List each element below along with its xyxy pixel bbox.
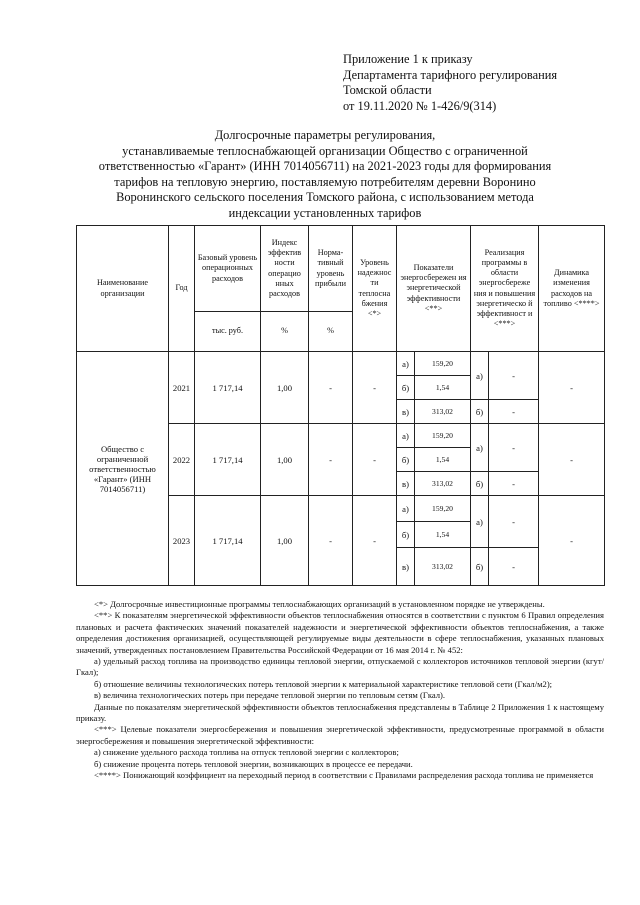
header-index: Индекс эффектив ности операцио нных расходов — [261, 226, 309, 312]
year-cell: 2023 — [169, 496, 195, 586]
regulation-parameters-table — [76, 225, 605, 586]
title-line: Долгосрочные параметры регулирования, — [214, 128, 436, 142]
program-value: - — [489, 400, 539, 424]
energy-value: 313,02 — [415, 548, 471, 586]
header-line: от 19.11.2020 № 1-426/9(314) — [343, 98, 497, 113]
header-year: Год — [169, 226, 195, 352]
header-program: Реализация программы в области энергосбереже ния и повышения энергетическо й эффективност и <***> — [471, 226, 539, 352]
footnotes — [76, 599, 604, 782]
footnote-4: <****> Понижающий коэффициент на переходный период в соответствии с Правилами распределения расхода топлива не применяется — [94, 770, 594, 781]
energy-value: 313,02 — [415, 472, 471, 496]
title-line: устанавливаемые теплоснабжающей организации Общество с ограниченной — [122, 143, 528, 158]
index-cell: 1,00 — [261, 424, 309, 496]
header-energy: Показатели энергосбережен ия энергетической эффективности <**> — [397, 226, 471, 352]
title-line: ответственностью «Гарант» (ИНН 7014056711) на 2021-2023 годы для формирования — [98, 159, 552, 174]
header-dynamics: Динамика изменения расходов на топливо <****> — [539, 226, 605, 352]
footnote-2-data: Данные по показателям энергетической эффективности объектов теплоснабжения представлены в Таблице 2 Приложения 1 к настоящему приказу. — [76, 701, 604, 724]
reliability-cell: - — [353, 496, 397, 586]
title-line: тарифов на тепловую энергию, поставляемую потребителям деревни Воронино — [114, 174, 536, 189]
energy-value: 1,54 — [415, 376, 471, 400]
document-title — [80, 128, 570, 222]
energy-value: 1,54 — [415, 448, 471, 472]
program-value: - — [489, 352, 539, 400]
energy-label: в) — [397, 548, 415, 586]
reliability-cell: - — [353, 352, 397, 424]
footnote-3b: б) снижение процента потерь тепловой энергии, возникающих в процессе ее передачи. — [94, 758, 413, 769]
reliability-cell: - — [353, 424, 397, 496]
title-line: индексации установленных тарифов — [228, 205, 422, 220]
header-profit: Норма- тивный уровень прибыли — [309, 226, 353, 312]
energy-label: а) — [397, 352, 415, 376]
program-value: - — [489, 424, 539, 472]
energy-value: 159,20 — [415, 496, 471, 522]
footnote-2c: в) величина технологических потерь при передаче тепловой энергии по тепловым сетям (Гкал). — [94, 690, 446, 701]
dynamics-cell: - — [539, 496, 605, 586]
profit-cell: - — [309, 496, 353, 586]
year-cell: 2021 — [169, 352, 195, 424]
program-label: б) — [471, 472, 489, 496]
header-base: Базовый уровень операционных расходов — [195, 226, 261, 312]
index-cell: 1,00 — [261, 496, 309, 586]
program-label: б) — [471, 548, 489, 586]
base-cell: 1 717,14 — [195, 424, 261, 496]
unit-profit: % — [309, 312, 353, 352]
unit-index: % — [261, 312, 309, 352]
footnote-2a: а) удельный расход топлива на производство единицы тепловой энергии, отпускаемой с коллекторов источников тепловой энергии (кгут/Гкал); — [76, 656, 604, 678]
footnote-2: <**> К показателям энергетической эффективности объектов теплоснабжения относятся в соответствии с пунктом 6 Правил определения плановых и расчета фактических значений показателей надежности и энергетической эффективности объектов теплоснабжения, а также определения достижения организацией, осуществляющей регулируемые виды деятельности в сфере теплоснабжения, указанных плановых значений, утвержденных постановлением Правительства Российской Федерации от 16 мая 2014 г. № 452: — [76, 610, 604, 655]
base-cell: 1 717,14 — [195, 352, 261, 424]
footnote-3: <***> Целевые показатели энергосбережения и повышения энергетической эффективности, предусмотренные программой в области энергосбережения и повышения энергетической эффективности: — [76, 724, 604, 746]
dynamics-cell: - — [539, 424, 605, 496]
header-line: Департамента тарифного регулирования — [343, 67, 558, 82]
header-org: Наименование организации — [77, 226, 169, 352]
program-value: - — [489, 548, 539, 586]
program-value: - — [489, 496, 539, 548]
program-value: - — [489, 472, 539, 496]
footnote-2b: б) отношение величины технологических потерь тепловой энергии к материальной характеристике тепловой сети (Гкал/м2); — [94, 678, 553, 689]
program-label: а) — [471, 424, 489, 472]
header-reliability: Уровень надежнос ти теплосна бжения <*> — [353, 226, 397, 352]
footnote-1: <*> Долгосрочные инвестиционные программы теплоснабжающих организаций в установленном порядке не утверждены. — [94, 599, 545, 609]
energy-label: б) — [397, 376, 415, 400]
title-line: Воронинского сельского поселения Томского района, с использованием метода — [116, 190, 534, 205]
energy-value: 159,20 — [415, 424, 471, 448]
energy-value: 1,54 — [415, 522, 471, 548]
year-cell: 2022 — [169, 424, 195, 496]
energy-value: 159,20 — [415, 352, 471, 376]
energy-label: а) — [397, 424, 415, 448]
profit-cell: - — [309, 352, 353, 424]
energy-label: в) — [397, 472, 415, 496]
energy-label: в) — [397, 400, 415, 424]
appendix-header — [343, 52, 623, 114]
index-cell: 1,00 — [261, 352, 309, 424]
energy-label: б) — [397, 522, 415, 548]
profit-cell: - — [309, 424, 353, 496]
energy-label: а) — [397, 496, 415, 522]
footnote-3a: а) снижение удельного расхода топлива на отпуск тепловой энергии с коллекторов; — [94, 747, 399, 758]
program-label: б) — [471, 400, 489, 424]
program-label: а) — [471, 496, 489, 548]
energy-value: 313,02 — [415, 400, 471, 424]
unit-base: тыс. руб. — [195, 312, 261, 352]
org-name: Общество с ограниченной ответственностью «Гарант» (ИНН 7014056711) — [77, 352, 169, 586]
energy-label: б) — [397, 448, 415, 472]
base-cell: 1 717,14 — [195, 496, 261, 586]
program-label: а) — [471, 352, 489, 400]
header-line: Приложение 1 к приказу — [343, 52, 473, 66]
dynamics-cell: - — [539, 352, 605, 424]
header-line: Томской области — [343, 83, 432, 98]
